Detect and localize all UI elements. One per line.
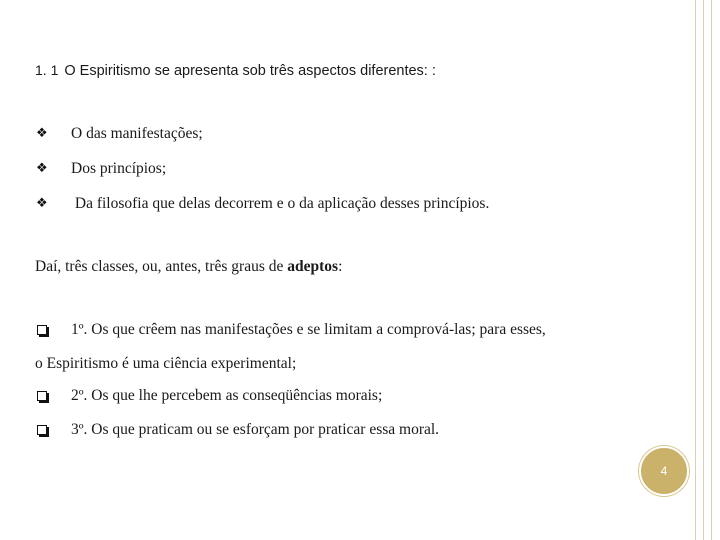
diamond-bullet-icon: ❖	[36, 196, 48, 211]
decorative-rule-right	[711, 0, 712, 540]
adepts-intro	[35, 258, 342, 276]
degree-first-line2: o Espiritismo é uma ciência experimental;	[35, 355, 297, 372]
diamond-bullet-icon: ❖	[36, 126, 48, 141]
page-number: 4	[660, 464, 668, 478]
square-bullet-icon	[37, 391, 47, 401]
intro-bold-term: adeptos	[287, 258, 339, 275]
degree-third: 3º. Os que praticam ou se esforçam por praticar essa moral.	[71, 421, 440, 438]
aspect-item-2: Dos princípios;	[71, 160, 167, 177]
aspect-item-1: O das manifestações;	[71, 125, 203, 142]
decorative-rule-left	[695, 0, 696, 540]
degree-first-line1: 1º. Os que crêem nas manifestações e se limitam a comprová-las; para esses,	[71, 321, 546, 338]
square-bullet-icon	[37, 425, 47, 435]
section-number: 1. 1	[35, 62, 59, 78]
intro-text: Daí, três classes, ou, antes, três graus de	[35, 258, 288, 275]
section-title: O Espiritismo se apresenta sob três aspectos diferentes: :	[64, 63, 436, 79]
decorative-rule-middle	[703, 0, 704, 540]
square-bullet-icon	[37, 325, 47, 335]
diamond-bullet-icon: ❖	[36, 161, 48, 176]
page-number-badge	[639, 446, 689, 496]
degree-second: 2º. Os que lhe percebem as conseqüências morais;	[71, 387, 383, 404]
section-heading	[35, 62, 436, 80]
aspect-item-3: Da filosofia que delas decorrem e o da aplicação desses princípios.	[71, 195, 490, 212]
intro-colon: :	[338, 258, 343, 275]
